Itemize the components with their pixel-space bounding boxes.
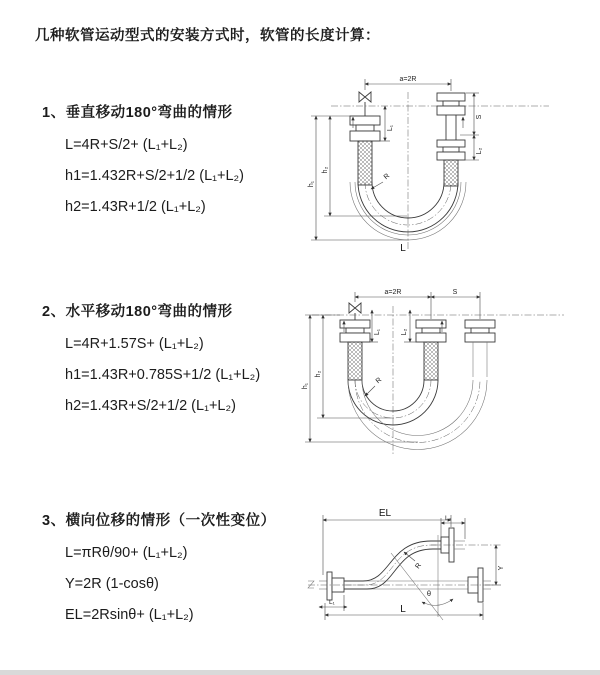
valve-icon bbox=[359, 92, 371, 116]
dim-label-r: R bbox=[382, 172, 392, 182]
dim-l1 bbox=[379, 106, 394, 141]
dim-label-l2: L₂ bbox=[401, 328, 408, 336]
dim-el bbox=[323, 508, 451, 575]
dim-label-l1: L₁ bbox=[329, 599, 335, 606]
formula-line: L=πRθ/90+ (L₁+L₂) bbox=[65, 545, 188, 561]
formula-line: L=4R+S/2+ (L₁+L₂) bbox=[65, 137, 188, 153]
dim-label-r: R bbox=[414, 562, 424, 571]
formula-line: h2=1.43R+S/2+1/2 (L₁+L₂) bbox=[65, 398, 236, 414]
dim-label-a2r: a=2R bbox=[384, 289, 402, 296]
dim-l1 bbox=[319, 595, 347, 611]
page-bottom-edge bbox=[0, 670, 600, 675]
u-bend-hose-arcs-phantom bbox=[348, 380, 487, 450]
formula-line: Y=2R (1-cosθ) bbox=[65, 576, 159, 592]
braided-hose bbox=[424, 342, 438, 380]
formula-line: h1=1.432R+S/2+1/2 (L₁+L₂) bbox=[65, 168, 245, 184]
dim-label-s: S bbox=[476, 114, 483, 120]
right-flange-fitting-phantom bbox=[465, 320, 495, 377]
diagram-vertical-180-bend bbox=[303, 70, 573, 255]
dim-label-a2r: a=2R bbox=[399, 76, 417, 83]
dim-label-l1: L₁ bbox=[374, 328, 381, 336]
dim-label-l: L bbox=[400, 604, 406, 615]
right-flange-fitting bbox=[437, 93, 465, 186]
valve-icon bbox=[349, 303, 361, 320]
braided-hose bbox=[348, 342, 362, 380]
section-vertical-movement bbox=[42, 101, 244, 223]
dim-label-h2: h₂ bbox=[322, 166, 329, 174]
formula-line: L=4R+1.57S+ (L₁+L₂) bbox=[65, 336, 204, 352]
section-lateral-displacement bbox=[42, 509, 276, 631]
section-horizontal-movement bbox=[42, 300, 260, 422]
break-mark bbox=[308, 581, 314, 588]
left-flange-fitting bbox=[319, 572, 344, 600]
dim-label-el: EL bbox=[378, 508, 392, 519]
radius-leader bbox=[365, 377, 383, 396]
section-3-heading: 3、横向位移的情形（一次性变位） bbox=[42, 513, 276, 529]
section-2-heading: 2、水平移动180°弯曲的情形 bbox=[42, 304, 233, 320]
dim-label-h1: h₁ bbox=[308, 180, 315, 188]
s-curve-hose bbox=[344, 541, 441, 589]
diagram-horizontal-180-bend bbox=[298, 282, 598, 462]
dim-label-l2: L₂ bbox=[445, 515, 452, 522]
dim-label-y: Y bbox=[498, 565, 505, 571]
dim-label-r: R bbox=[374, 376, 384, 386]
dim-label-h1: h₁ bbox=[302, 382, 309, 390]
dim-label-s: S bbox=[452, 289, 458, 296]
page-title: 几种软管运动型式的安装方式时，软管的长度计算： bbox=[35, 28, 380, 44]
dim-label-l: L bbox=[400, 243, 406, 254]
left-flange-fitting bbox=[340, 320, 370, 380]
radius-leader bbox=[371, 173, 391, 189]
dim-label-theta: θ bbox=[426, 589, 432, 598]
middle-flange-fitting bbox=[416, 320, 446, 380]
braided-hose bbox=[358, 141, 372, 185]
radius-leader bbox=[404, 552, 423, 570]
dim-label-l2: L₂ bbox=[476, 147, 483, 155]
diagram-lateral-displacement bbox=[293, 495, 598, 647]
dim-a-2r bbox=[355, 289, 431, 297]
dim-s bbox=[431, 289, 480, 297]
dim-l bbox=[325, 603, 483, 620]
formula-line: h2=1.43R+1/2 (L₁+L₂) bbox=[65, 199, 206, 215]
dim-y bbox=[485, 545, 505, 585]
left-flange-fitting bbox=[350, 116, 380, 185]
formula-line: h1=1.43R+0.785S+1/2 (L₁+L₂) bbox=[65, 367, 261, 383]
formula-line: EL=2Rsinθ+ (L₁+L₂) bbox=[65, 607, 194, 623]
dim-label-l1: L₁ bbox=[387, 124, 394, 132]
dim-a-2r bbox=[365, 76, 451, 91]
section-1-heading: 1、垂直移动180°弯曲的情形 bbox=[42, 105, 233, 121]
dim-label-h2: h₂ bbox=[315, 370, 322, 378]
